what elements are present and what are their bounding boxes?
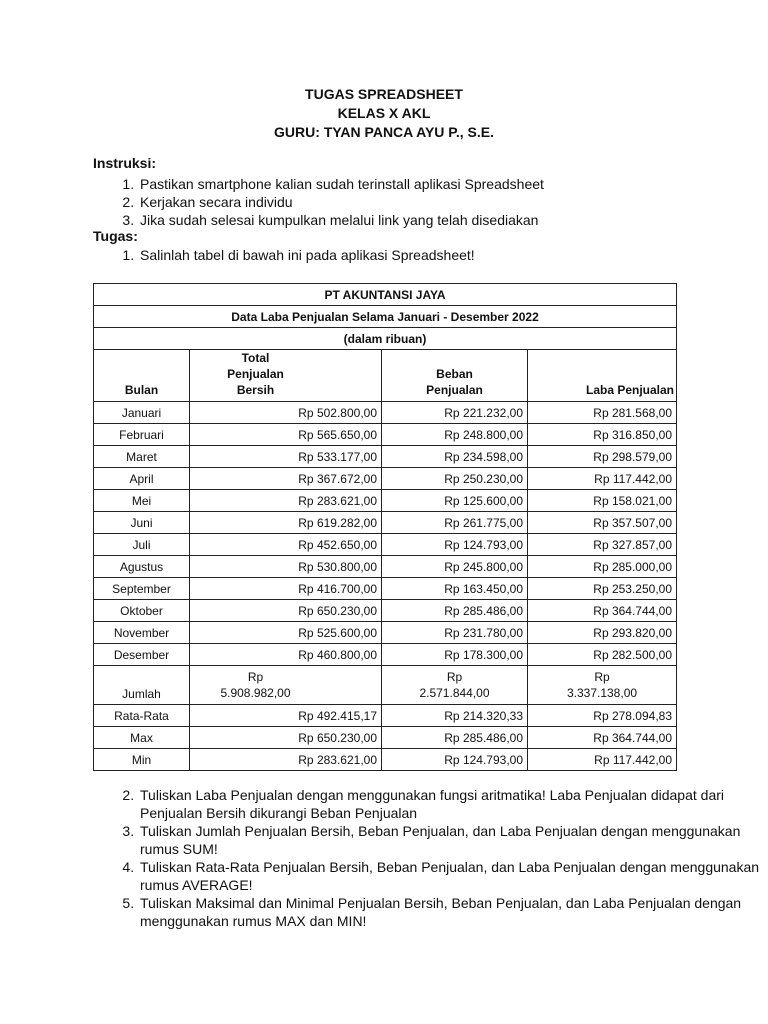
cell-laba: Rp 298.579,00 [528, 446, 677, 468]
header-line: Penjualan [227, 367, 284, 381]
cell-laba: Rp 282.500,00 [528, 644, 677, 666]
cell-bulan: November [94, 622, 190, 644]
cell-beban: Rp 245.800,00 [382, 556, 528, 578]
cell-beban: Rp 221.232,00 [382, 402, 528, 424]
cell-laba: Rp 281.568,00 [528, 402, 677, 424]
cell-laba: Rp 253.250,00 [528, 578, 677, 600]
table-row [94, 727, 677, 749]
list-item: 1. Pastikan smartphone kalian sudah terinstall aplikasi Spreadsheet [138, 175, 544, 193]
cell-line: 5.908.982,00 [220, 686, 291, 700]
col-header-total [190, 350, 382, 402]
cell-beban: Rp 234.598,00 [382, 446, 528, 468]
instruksi-heading: Instruksi: [93, 155, 157, 171]
cell-bulan: Rata-Rata [94, 705, 190, 727]
cell-total: Rp 502.800,00 [190, 402, 382, 424]
cell-beban: Rp 163.450,00 [382, 578, 528, 600]
cell-laba: Rp 278.094,83 [528, 705, 677, 727]
jumlah-beban [382, 666, 528, 705]
cell-beban: Rp 124.793,00 [382, 749, 528, 771]
cell-total: Rp 452.650,00 [190, 534, 382, 556]
cell-laba: Rp 364.744,00 [528, 600, 677, 622]
document-header [0, 85, 768, 142]
table-row [94, 490, 677, 512]
table-row [94, 749, 677, 771]
cell-line: Rp [446, 670, 463, 684]
table-row [94, 424, 677, 446]
list-item: 2. Tuliskan Laba Penjualan dengan menggunakan fungsi aritmatika! Laba Penjualan didapat dari Penjualan Bersih dikurangi Beban Penjualan [138, 786, 768, 822]
cell-total: Rp 650.230,00 [190, 727, 382, 749]
list-item: 4. Tuliskan Rata-Rata Penjualan Bersih, Beban Penjualan, dan Laba Penjualan dengan menggunakan rumus AVERAGE! [138, 858, 768, 894]
cell-beban: Rp 250.230,00 [382, 468, 528, 490]
jumlah-total [190, 666, 382, 705]
table-row [94, 534, 677, 556]
table-header-row [94, 350, 677, 402]
list-item: 5. Tuliskan Maksimal dan Minimal Penjualan Bersih, Beban Penjualan, dan Laba Penjualan dengan menggunakan rumus MAX dan MIN! [138, 894, 768, 930]
cell-bulan: Juni [94, 512, 190, 534]
cell-total: Rp 492.415,17 [190, 705, 382, 727]
cell-bulan: Juli [94, 534, 190, 556]
jumlah-label: Jumlah [94, 666, 190, 705]
header-line: Total [241, 351, 270, 365]
table-row-jumlah [94, 666, 677, 705]
cell-bulan: Agustus [94, 556, 190, 578]
cell-bulan: September [94, 578, 190, 600]
table-subtitle: Data Laba Penjualan Selama Januari - Desember 2022 [94, 306, 677, 328]
cell-laba: Rp 285.000,00 [528, 556, 677, 578]
cell-total: Rp 283.621,00 [190, 490, 382, 512]
cell-bulan: Oktober [94, 600, 190, 622]
class-label: KELAS X AKL [337, 105, 431, 121]
cell-beban: Rp 178.300,00 [382, 644, 528, 666]
header-line: Beban [436, 367, 473, 381]
table-row [94, 512, 677, 534]
cell-total: Rp 530.800,00 [190, 556, 382, 578]
cell-bulan: Januari [94, 402, 190, 424]
cell-laba: Rp 364.744,00 [528, 727, 677, 749]
cell-total: Rp 367.672,00 [190, 468, 382, 490]
sales-table [93, 283, 677, 771]
cell-total: Rp 416.700,00 [190, 578, 382, 600]
company-name: PT AKUNTANSI JAYA [94, 284, 677, 306]
tugas-list-continued [93, 786, 768, 930]
cell-bulan: Desember [94, 644, 190, 666]
stat-rows [94, 705, 677, 771]
cell-beban: Rp 231.780,00 [382, 622, 528, 644]
cell-total: Rp 533.177,00 [190, 446, 382, 468]
jumlah-laba [528, 666, 677, 705]
cell-total: Rp 283.621,00 [190, 749, 382, 771]
table-row [94, 578, 677, 600]
col-header-bulan: Bulan [94, 350, 190, 402]
list-item: 3. Jika sudah selesai kumpulkan melalui link yang telah disediakan [138, 211, 544, 229]
cell-line: Rp [247, 670, 264, 684]
cell-beban: Rp 248.800,00 [382, 424, 528, 446]
cell-bulan: Februari [94, 424, 190, 446]
cell-line: 3.337.138,00 [566, 686, 638, 700]
cell-bulan: Max [94, 727, 190, 749]
col-header-beban [382, 350, 528, 402]
cell-total: Rp 650.230,00 [190, 600, 382, 622]
table-unit: (dalam ribuan) [94, 328, 677, 350]
document-title: TUGAS SPREADSHEET [305, 86, 463, 102]
cell-beban: Rp 214.320,33 [382, 705, 528, 727]
table-row [94, 622, 677, 644]
table-row [94, 556, 677, 578]
cell-beban: Rp 125.600,00 [382, 490, 528, 512]
cell-bulan: Min [94, 749, 190, 771]
cell-line: Rp [594, 670, 610, 684]
table-row [94, 600, 677, 622]
cell-total: Rp 525.600,00 [190, 622, 382, 644]
tugas-heading: Tugas: [93, 228, 138, 244]
cell-bulan: Mei [94, 490, 190, 512]
cell-total: Rp 460.800,00 [190, 644, 382, 666]
cell-laba: Rp 117.442,00 [528, 468, 677, 490]
cell-beban: Rp 285.486,00 [382, 600, 528, 622]
cell-laba: Rp 357.507,00 [528, 512, 677, 534]
table-row [94, 446, 677, 468]
teacher-label: GURU: TYAN PANCA AYU P., S.E. [274, 124, 494, 140]
cell-beban: Rp 285.486,00 [382, 727, 528, 749]
table-row [94, 644, 677, 666]
cell-beban: Rp 124.793,00 [382, 534, 528, 556]
col-header-laba: Laba Penjualan [528, 350, 677, 402]
cell-total: Rp 619.282,00 [190, 512, 382, 534]
month-rows [94, 402, 677, 666]
list-item: 1. Salinlah tabel di bawah ini pada aplikasi Spreadsheet! [138, 246, 475, 264]
instruksi-list [93, 175, 544, 229]
table-row [94, 402, 677, 424]
cell-laba: Rp 316.850,00 [528, 424, 677, 446]
cell-line: 2.571.844,00 [419, 686, 490, 700]
cell-bulan: Maret [94, 446, 190, 468]
list-item: 2. Kerjakan secara individu [138, 193, 544, 211]
table-row [94, 705, 677, 727]
cell-laba: Rp 293.820,00 [528, 622, 677, 644]
cell-laba: Rp 158.021,00 [528, 490, 677, 512]
header-line: Bersih [236, 383, 275, 397]
table-row [94, 468, 677, 490]
header-line: Penjualan [426, 383, 483, 397]
cell-laba: Rp 117.442,00 [528, 749, 677, 771]
cell-bulan: April [94, 468, 190, 490]
tugas-list-start [93, 246, 475, 264]
cell-total: Rp 565.650,00 [190, 424, 382, 446]
cell-laba: Rp 327.857,00 [528, 534, 677, 556]
cell-beban: Rp 261.775,00 [382, 512, 528, 534]
list-item: 3. Tuliskan Jumlah Penjualan Bersih, Beban Penjualan, dan Laba Penjualan dengan menggunakan rumus SUM! [138, 822, 768, 858]
